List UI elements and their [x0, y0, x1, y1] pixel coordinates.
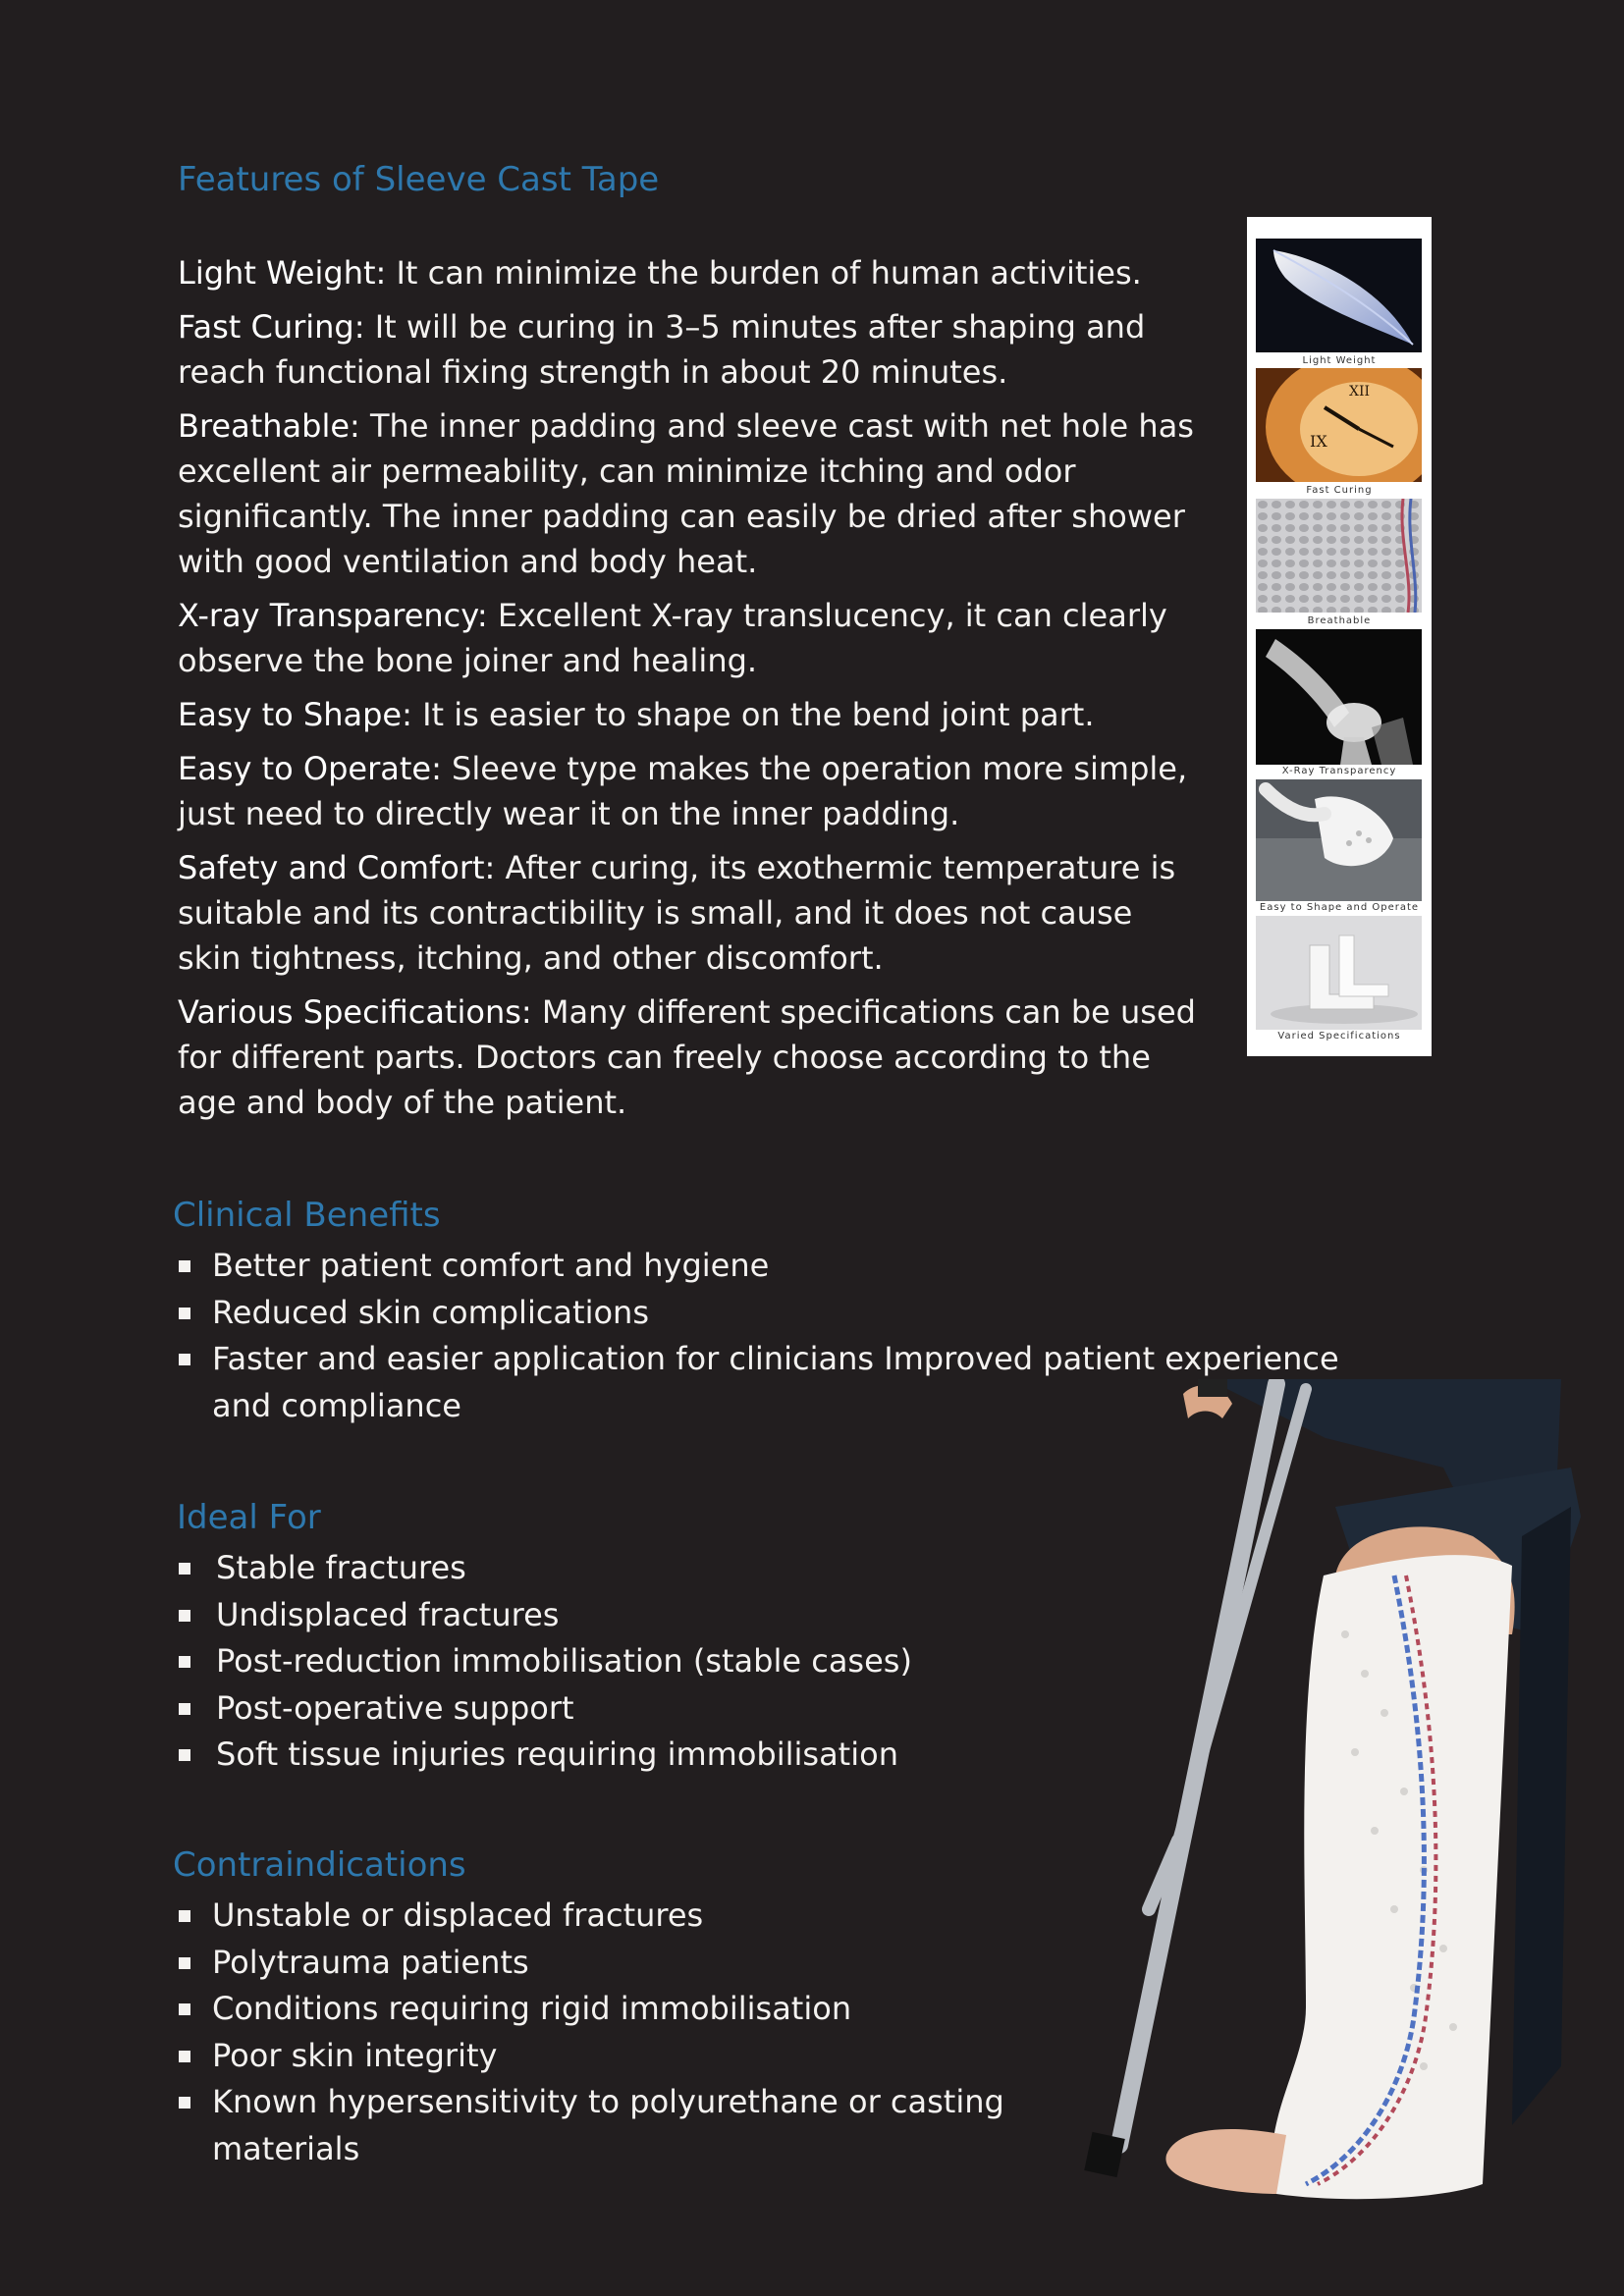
mesh-image [1256, 499, 1422, 613]
list-item: Known hypersensitivity to polyurethane or casting materials [177, 2079, 1056, 2172]
list-item: Conditions requiring rigid immobilisation [177, 1986, 1060, 2033]
contraindications-list [177, 1893, 1060, 2172]
svg-text:IX: IX [1310, 432, 1327, 451]
thumb-caption: X-Ray Transparency [1281, 766, 1397, 776]
svg-text:XII: XII [1349, 384, 1371, 400]
feature-item: Light Weight: It can minimize the burden of human activities. [178, 254, 1142, 292]
specifications-image [1256, 916, 1422, 1030]
feature-item: Safety and Comfort: After curing, its exothermic temperature is suitable and its contractibility is small, and it does not cause skin tightness, itching, and other discomfort. [178, 849, 1176, 977]
feature-item: Easy to Shape: It is easier to shape on the bend joint part. [178, 696, 1095, 733]
clinical-heading: Clinical Benefits [173, 1196, 441, 1235]
list-item: Unstable or displaced fractures [177, 1893, 1060, 1940]
list-item: Soft tissue injuries requiring immobilisation [177, 1732, 1060, 1779]
feature-item: Breathable: The inner padding and sleeve cast with net hole has excellent air permeability, can minimize itching and odor significantly. The inner padding can easily be dried after shower with good ventilation and body heat. [178, 407, 1194, 580]
list-item: Undisplaced fractures [177, 1592, 1060, 1639]
clock-image [1256, 368, 1422, 482]
feature-item: Easy to Operate: Sleeve type makes the operation more simple, just need to directly wear it on the inner padding. [178, 750, 1188, 832]
shaping-image [1256, 779, 1422, 901]
list-item: Reduced skin complications [177, 1290, 1394, 1337]
list-item: Poor skin integrity [177, 2033, 1060, 2080]
list-item: Post-operative support [177, 1685, 1060, 1733]
features-heading: Features of Sleeve Cast Tape [178, 160, 660, 199]
list-item: Polytrauma patients [177, 1940, 1060, 1987]
list-item: Post-reduction immobilisation (stable cases) [177, 1638, 1060, 1685]
leg-cast-crutch-photo [1011, 1379, 1600, 2204]
thumb-caption: Breathable [1307, 615, 1372, 626]
contraindications-heading: Contraindications [173, 1845, 466, 1885]
feature-item: X-ray Transparency: Excellent X-ray translucency, it can clearly observe the bone joiner and healing. [178, 597, 1167, 679]
thumb-caption: Light Weight [1302, 355, 1377, 366]
ideal-heading: Ideal For [177, 1498, 321, 1537]
feather-image [1256, 239, 1422, 352]
list-item: Faster and easier application for clinicians Improved patient experience and compliance [177, 1336, 1390, 1429]
features-list [178, 250, 1218, 1134]
feature-thumbnails [1247, 217, 1432, 1056]
thumb-caption: Fast Curing [1306, 485, 1373, 496]
xray-image [1256, 629, 1422, 765]
thumb-caption: Varied Specifications [1277, 1031, 1401, 1041]
list-item: Stable fractures [177, 1545, 1060, 1592]
list-item: Better patient comfort and hygiene [177, 1243, 1394, 1290]
feature-item: Various Specifications: Many different specifications can be used for different parts. Doctors can freely choose according to the age and body of the patient. [178, 993, 1196, 1121]
thumb-caption: Easy to Shape and Operate [1259, 902, 1420, 913]
ideal-list [177, 1545, 1060, 1779]
feature-item: Fast Curing: It will be curing in 3–5 minutes after shaping and reach functional fixing strength in about 20 minutes. [178, 308, 1146, 391]
